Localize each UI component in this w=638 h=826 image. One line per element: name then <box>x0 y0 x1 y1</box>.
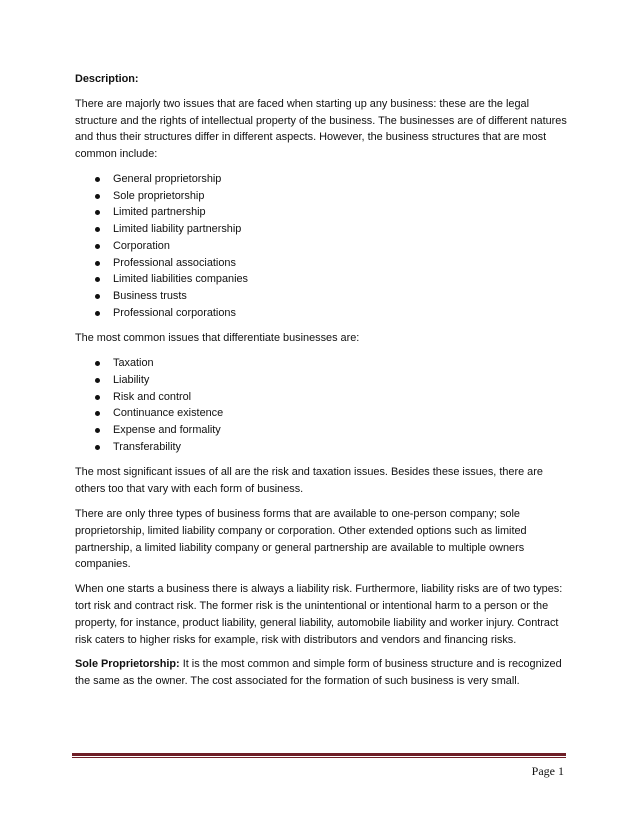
list-item: Limited partnership <box>75 204 569 221</box>
list-item: Continuance existence <box>75 405 569 422</box>
three-types-paragraph: There are only three types of business forms that are available to one-person company; sole proprietorship, limited liability company or corporation. Other extended options such as limited partnership, a limited liability company or general partnership are available to multiple owners companies. <box>75 507 527 571</box>
issues-list <box>75 355 569 455</box>
issues-intro: The most common issues that differentiate businesses are: <box>75 332 360 345</box>
intro-paragraph: There are majorly two issues that are faced when starting up any business: these are the legal structure and the rights of intellectual property of the business. The businesses are of different natures and thus their structures differ in different aspects. However, the business structures that are most common include: <box>75 97 567 161</box>
list-item: Sole proprietorship <box>75 188 569 205</box>
list-item: Professional corporations <box>75 305 569 322</box>
list-item: Business trusts <box>75 288 569 305</box>
list-item: Liability <box>75 372 569 389</box>
list-item: Taxation <box>75 355 569 372</box>
sole-proprietorship-text: It is the most common and simple form of business structure and is recognized the same as the owner. The cost associated for the formation of such business is very small. <box>75 658 562 688</box>
sole-proprietorship-paragraph <box>75 656 569 690</box>
footer-rule-thin <box>72 757 566 758</box>
list-item: Expense and formality <box>75 422 569 439</box>
structures-list <box>75 171 569 321</box>
page-content <box>75 71 569 698</box>
list-item: Corporation <box>75 238 569 255</box>
sole-proprietorship-label: Sole Proprietorship: <box>75 658 180 671</box>
liability-paragraph: When one starts a business there is always a liability risk. Furthermore, liability risks are of two types: tort risk and contract risk. The former risk is the unintentional or intentional harm to a person or the property, for instance, product liability, general liability, automobile liability and worker injury. Contract risk caters to higher risks for example, risk with distributors and vendors and financing risks. <box>75 583 563 646</box>
list-item: Transferability <box>75 439 569 456</box>
description-heading: Description: <box>75 73 139 85</box>
footer-rule-thick <box>72 753 566 756</box>
list-item: Limited liabilities companies <box>75 271 569 288</box>
list-item: Professional associations <box>75 255 569 272</box>
significant-paragraph: The most significant issues of all are the risk and taxation issues. Besides these issues, there are others too that vary with each form of business. <box>75 466 543 496</box>
list-item: General proprietorship <box>75 171 569 188</box>
list-item: Risk and control <box>75 389 569 406</box>
list-item: Limited liability partnership <box>75 221 569 238</box>
page-number: Page 1 <box>531 764 564 778</box>
